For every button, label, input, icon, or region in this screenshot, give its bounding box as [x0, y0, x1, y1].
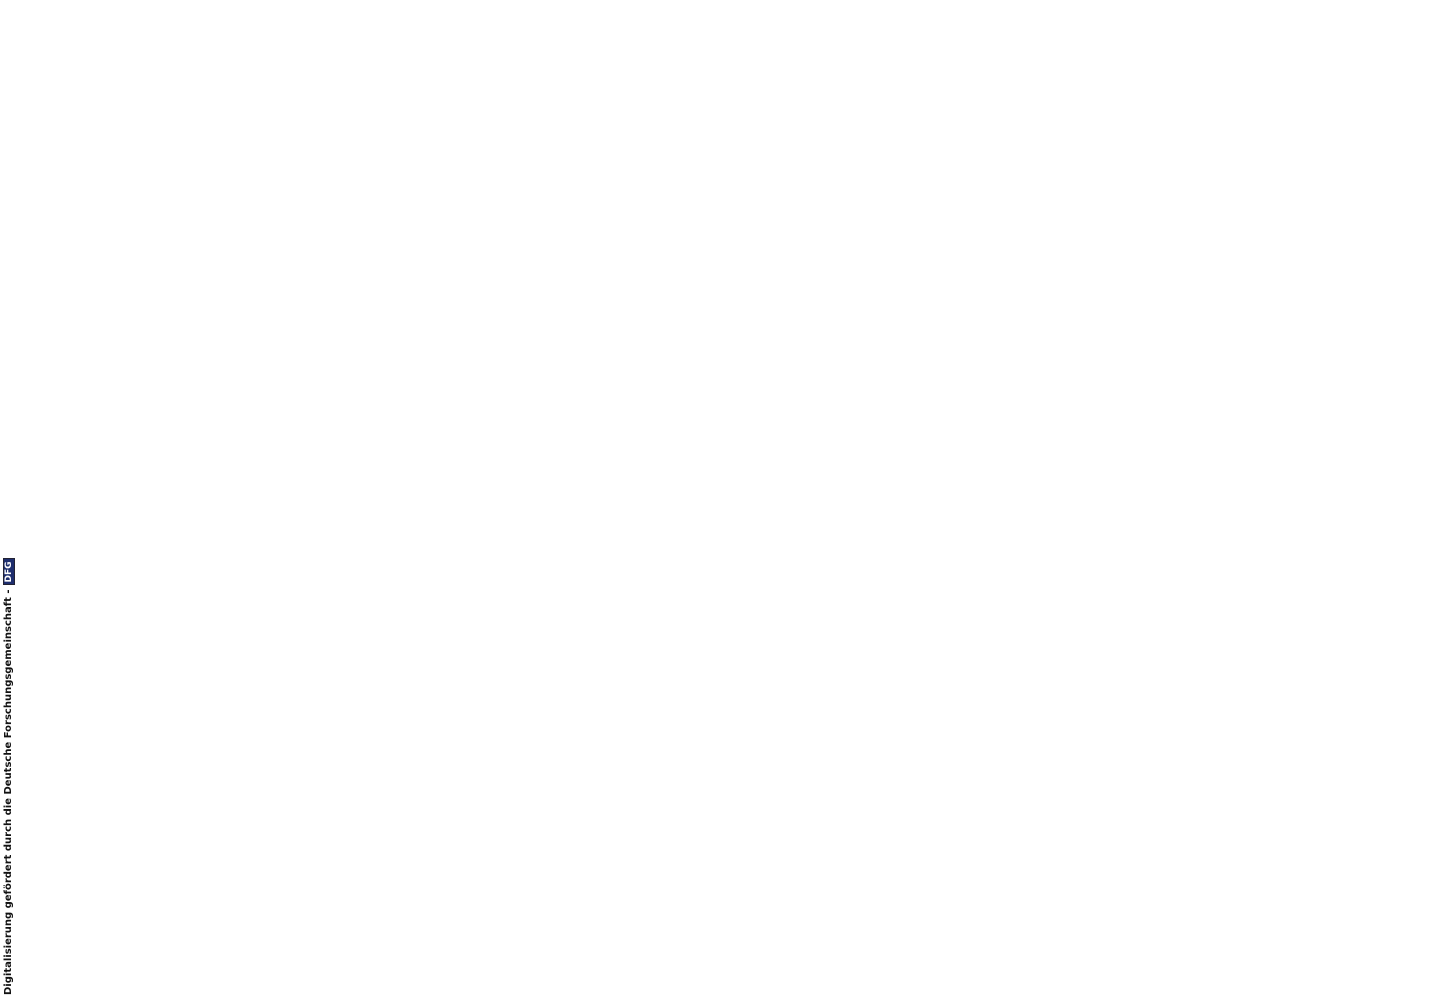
credit-label: Digitalisierung gefördert durch die Deutsche Forschungsgemeinschaft -: [3, 589, 14, 995]
dfg-logo: DFG: [3, 558, 15, 585]
